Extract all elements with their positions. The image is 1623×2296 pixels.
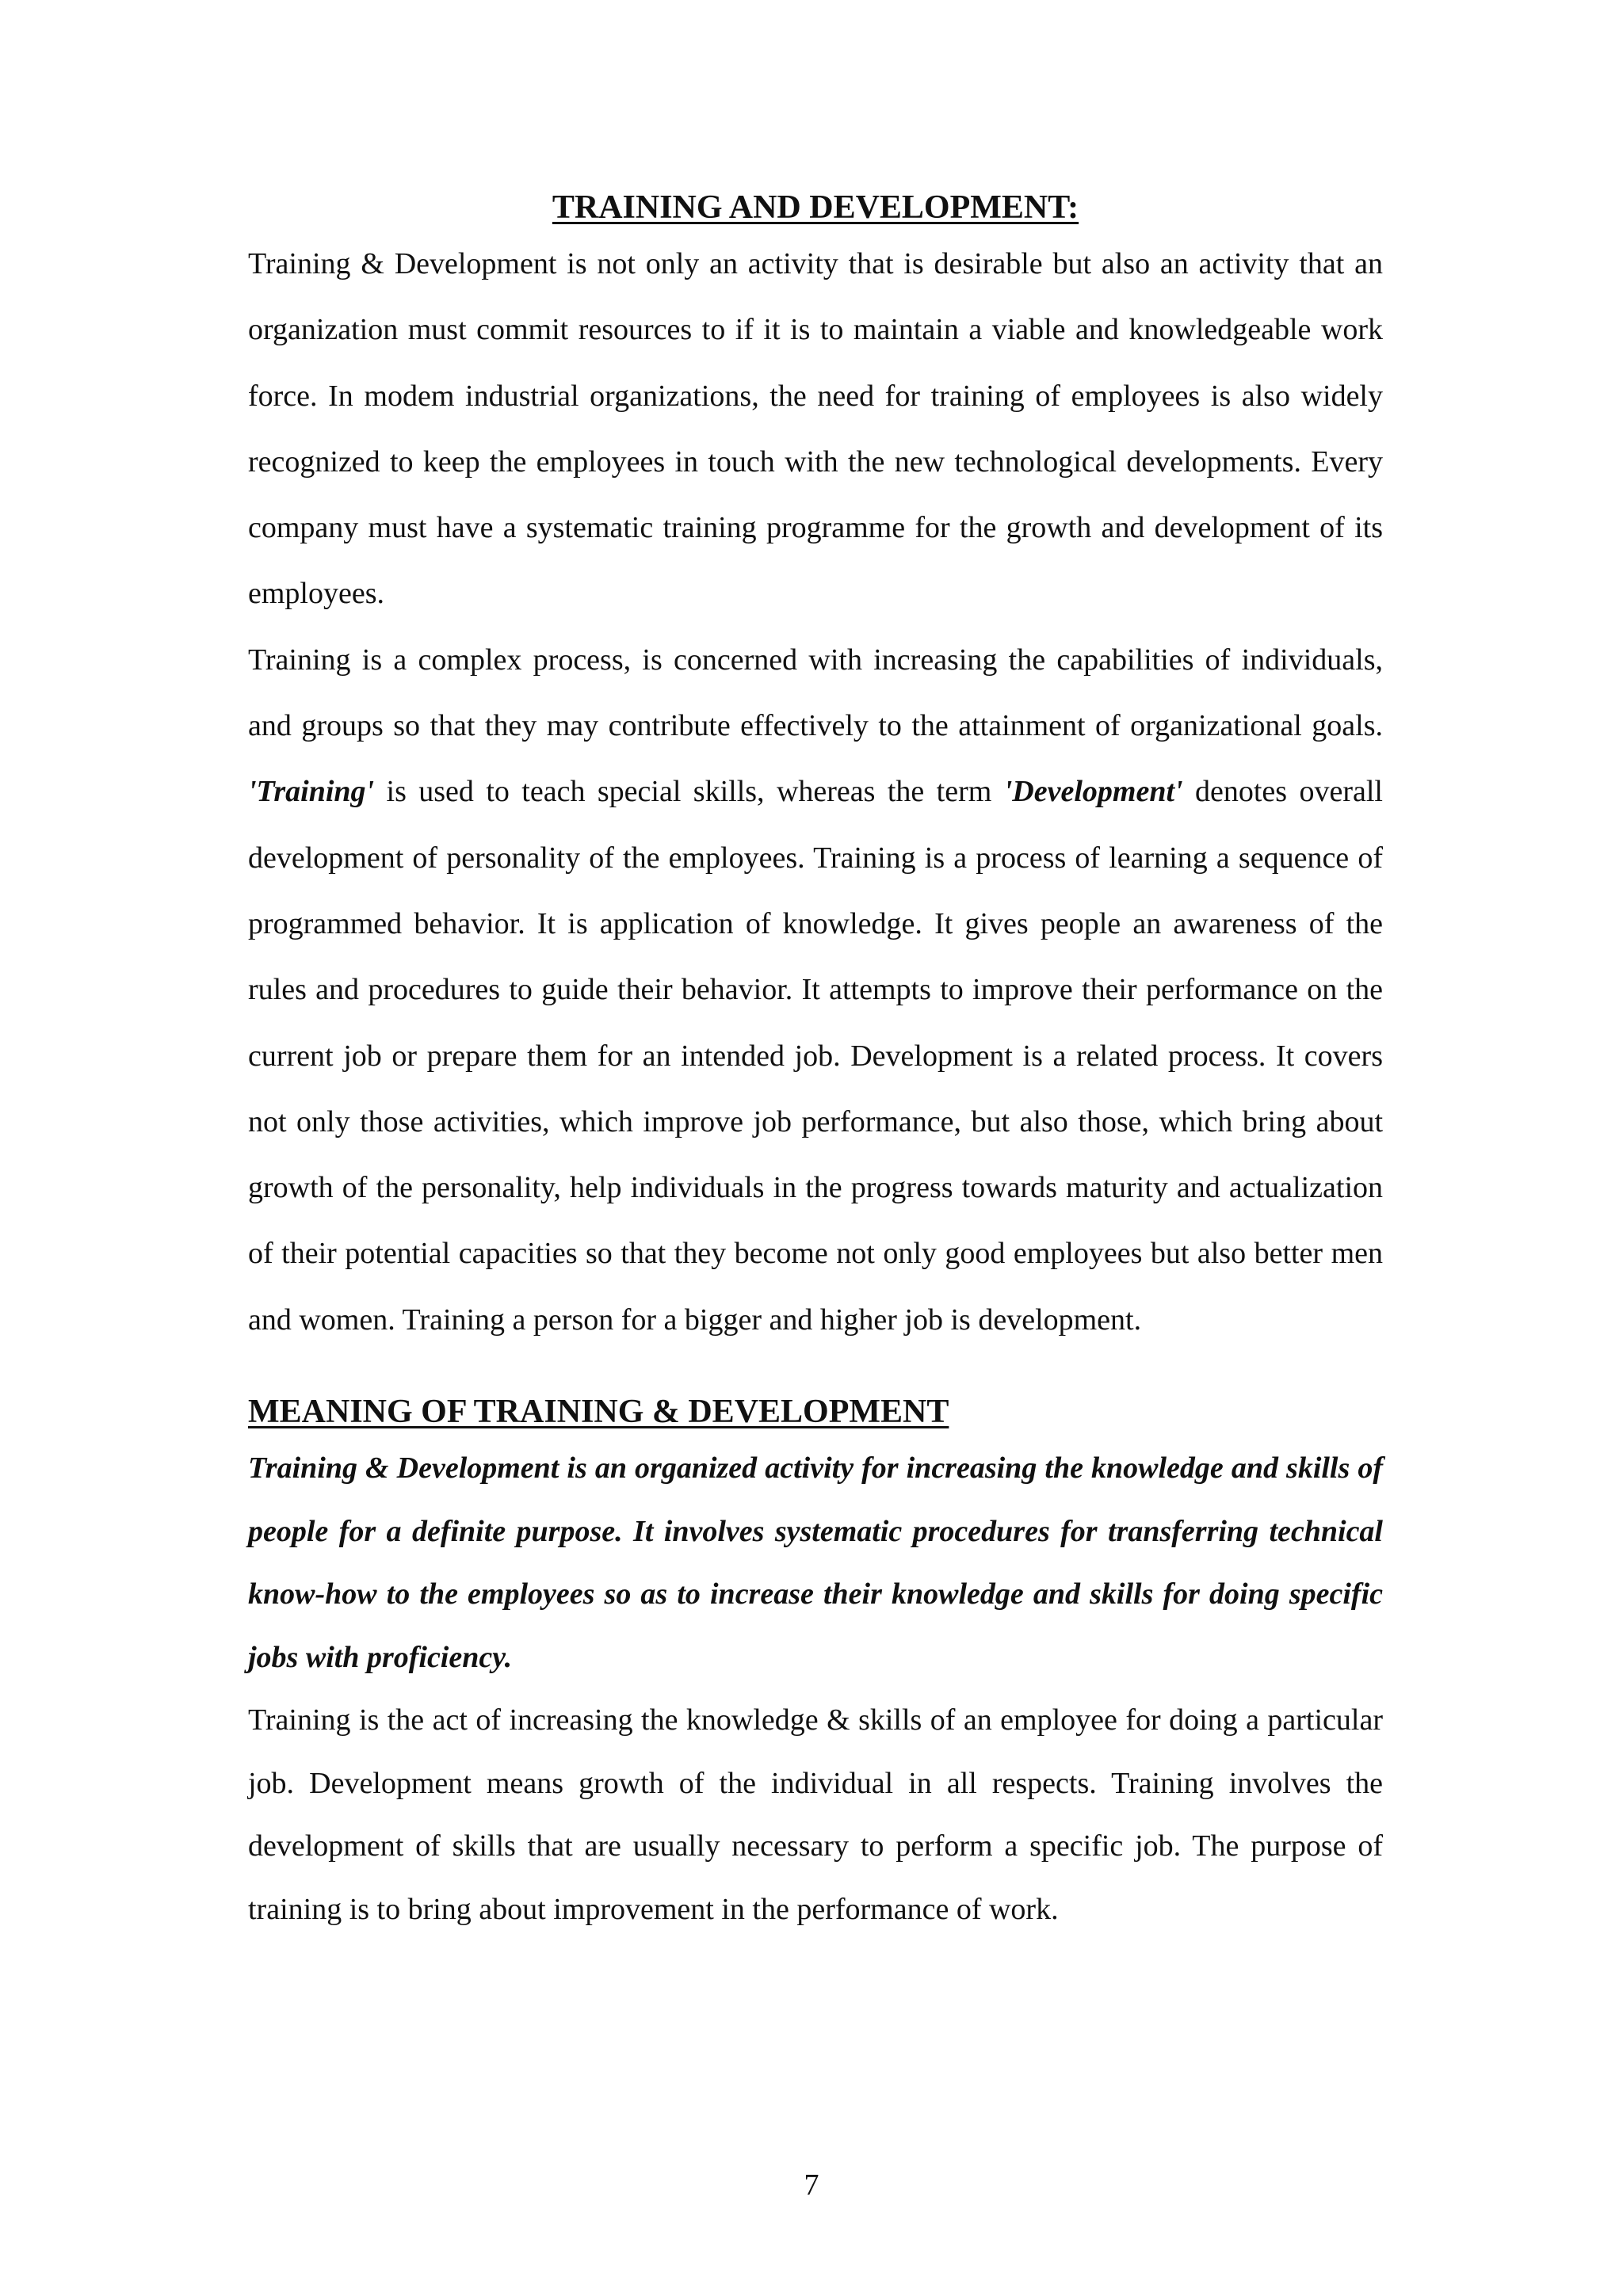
term-development: 'Development' <box>1003 775 1183 809</box>
training-paragraph-part-3: denotes overall development of personality of the employees. Training is a process of learning a sequence of programmed behavior. It is application of knowledge. It gives people an awareness of the rules and procedures to guide their behavior. It attempts to improve their performance on the current job or prepare them for an intended job. Development is a related process. It covers not only those activities, which improve job performance, but also those, which bring about growth of the personality, help individuals in the progress towards maturity and actualization of their potential capacities so that they become not only good employees but also better men and women. Training a person for a bigger and higher job is development. <box>248 775 1383 1337</box>
page-number: 7 <box>804 2168 819 2202</box>
definition-paragraph: Training & Development is an organized activity for increasing the knowledge and skills of people for a definite purpose. It involves systematic procedures for transferring technical know-how to the employees so as to increase their knowledge and skills for doing specific jobs with proficiency. <box>248 1451 1383 1674</box>
training-paragraph-part-1: Training is a complex process, is concerned with increasing the capabilities of individuals, and groups so that they may contribute effectively to the attainment of organizational goals. <box>248 643 1383 743</box>
term-training: 'Training' <box>248 775 375 809</box>
closing-paragraph: Training is the act of increasing the knowledge & skills of an employee for doing a particular job. Development means growth of the individual in all respects. Training involves the development of skills that are usually necessary to perform a specific job. The purpose of training is to bring about improvement in the performance of work. <box>248 1703 1383 1926</box>
page-content <box>248 184 1383 1941</box>
training-paragraph <box>248 627 1383 1353</box>
intro-paragraph: Training & Development is not only an activity that is desirable but also an activity that an organization must commit resources to if it is to maintain a viable and knowledgeable work force. In modem industrial organizations, the need for training of employees is also widely recognized to keep the employees in touch with the new technological developments. Every company must have a systematic training programme for the growth and development of its employees. <box>248 247 1383 611</box>
section-spacer <box>248 1353 1383 1386</box>
training-paragraph-part-2: is used to teach special skills, whereas the term <box>374 775 1004 809</box>
page-title: TRAINING AND DEVELOPMENT: <box>552 189 1079 226</box>
section-heading: MEANING OF TRAINING & DEVELOPMENT <box>248 1394 949 1431</box>
